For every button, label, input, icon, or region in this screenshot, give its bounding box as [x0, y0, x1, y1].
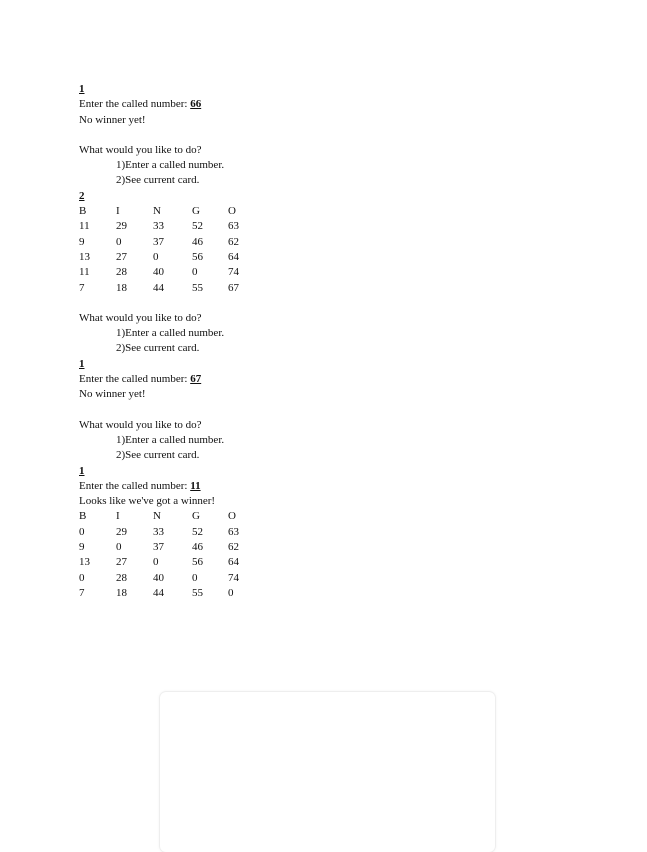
header-i: I: [116, 510, 120, 523]
card-cell: 67: [228, 281, 239, 294]
bingo-card: [79, 204, 258, 296]
menu-option-see-card: 2)See current card.: [116, 174, 200, 187]
card-row: [79, 571, 258, 586]
card-cell: 9: [79, 541, 85, 554]
card-cell: 46: [192, 235, 203, 248]
card-cell: 74: [228, 571, 239, 584]
called-number: 67: [190, 373, 202, 386]
card-cell: 44: [153, 281, 164, 294]
card-cell: 7: [79, 586, 85, 599]
card-cell: 13: [79, 556, 90, 569]
card-cell: 0: [228, 586, 234, 599]
card-row: [79, 265, 258, 280]
program-transcript: [79, 82, 479, 601]
card-cell: 37: [153, 541, 164, 554]
spacer: [79, 128, 479, 143]
card-cell: 64: [228, 250, 239, 263]
card-cell: 0: [79, 525, 85, 538]
user-choice: [79, 82, 479, 97]
card-row: [79, 281, 258, 296]
card-cell: 74: [228, 266, 239, 279]
card-cell: 64: [228, 556, 239, 569]
blank-panel: [160, 692, 495, 852]
card-cell: 33: [153, 525, 164, 538]
card-header-row: [79, 204, 258, 219]
header-b: B: [79, 205, 87, 218]
menu-question: What would you like to do?: [79, 143, 202, 156]
card-cell: 0: [116, 235, 122, 248]
user-choice: [79, 357, 479, 372]
spacer: [79, 403, 479, 418]
card-cell: 18: [116, 281, 127, 294]
card-cell: 0: [79, 571, 85, 584]
header-g: G: [192, 510, 200, 523]
card-cell: 52: [192, 525, 203, 538]
card-cell: 33: [153, 220, 164, 233]
choice-value: 2: [79, 189, 85, 202]
card-row: [79, 235, 258, 250]
card-cell: 28: [116, 266, 127, 279]
menu-question: What would you like to do?: [79, 418, 202, 431]
card-cell: 27: [116, 556, 127, 569]
header-g: G: [192, 205, 200, 218]
card-row: [79, 525, 258, 540]
card-cell: 56: [192, 250, 203, 263]
header-i: I: [116, 205, 120, 218]
card-row: [79, 540, 258, 555]
choice-value: 1: [79, 464, 85, 477]
card-cell: 13: [79, 250, 90, 263]
result-message: No winner yet!: [79, 113, 146, 126]
card-cell: 44: [153, 586, 164, 599]
choice-value: 1: [79, 357, 85, 370]
header-b: B: [79, 510, 87, 523]
card-cell: 37: [153, 235, 164, 248]
prompt-label: Enter the called number:: [79, 479, 188, 492]
card-cell: 62: [228, 541, 239, 554]
header-n: N: [153, 510, 161, 523]
menu-option-enter-number: 1)Enter a called number.: [116, 433, 225, 446]
result-message: No winner yet!: [79, 388, 146, 401]
menu-option-enter-number: 1)Enter a called number.: [116, 159, 225, 172]
header-n: N: [153, 205, 161, 218]
card-row: [79, 250, 258, 265]
card-header-row: [79, 509, 258, 524]
card-cell: 62: [228, 235, 239, 248]
menu-option-see-card: 2)See current card.: [116, 342, 200, 355]
called-number: 66: [190, 98, 202, 111]
card-cell: 0: [116, 541, 122, 554]
card-cell: 40: [153, 266, 164, 279]
header-o: O: [228, 510, 236, 523]
choice-value: 1: [79, 83, 85, 95]
card-cell: 56: [192, 556, 203, 569]
card-cell: 55: [192, 281, 203, 294]
number-prompt: [79, 479, 479, 494]
user-choice: [79, 464, 479, 479]
card-cell: 28: [116, 571, 127, 584]
prompt-label: Enter the called number:: [79, 98, 188, 111]
card-cell: 52: [192, 220, 203, 233]
card-cell: 0: [192, 571, 198, 584]
card-cell: 63: [228, 220, 239, 233]
card-row: [79, 555, 258, 570]
card-cell: 11: [79, 266, 90, 279]
menu-question: What would you like to do?: [79, 311, 202, 324]
card-cell: 9: [79, 235, 85, 248]
spacer: [79, 296, 479, 311]
bingo-card-winning: [79, 509, 258, 601]
prompt-label: Enter the called number:: [79, 373, 188, 386]
number-prompt: [79, 372, 479, 387]
winner-message: Looks like we've got a winner!: [79, 495, 216, 508]
card-cell: 11: [79, 220, 90, 233]
card-cell: 63: [228, 525, 239, 538]
menu-option-see-card: 2)See current card.: [116, 449, 200, 462]
card-cell: 46: [192, 541, 203, 554]
card-row: [79, 586, 258, 601]
card-cell: 0: [153, 556, 159, 569]
card-cell: 18: [116, 586, 127, 599]
card-cell: 40: [153, 571, 164, 584]
called-number: 11: [190, 479, 201, 492]
number-prompt: [79, 97, 479, 112]
card-cell: 29: [116, 525, 127, 538]
card-cell: 7: [79, 281, 85, 294]
header-o: O: [228, 205, 236, 218]
menu-option-enter-number: 1)Enter a called number.: [116, 327, 225, 340]
user-choice: [79, 189, 479, 204]
card-cell: 55: [192, 586, 203, 599]
card-row: [79, 219, 258, 234]
card-cell: 29: [116, 220, 127, 233]
card-cell: 0: [153, 250, 159, 263]
card-cell: 27: [116, 250, 127, 263]
card-cell: 0: [192, 266, 198, 279]
